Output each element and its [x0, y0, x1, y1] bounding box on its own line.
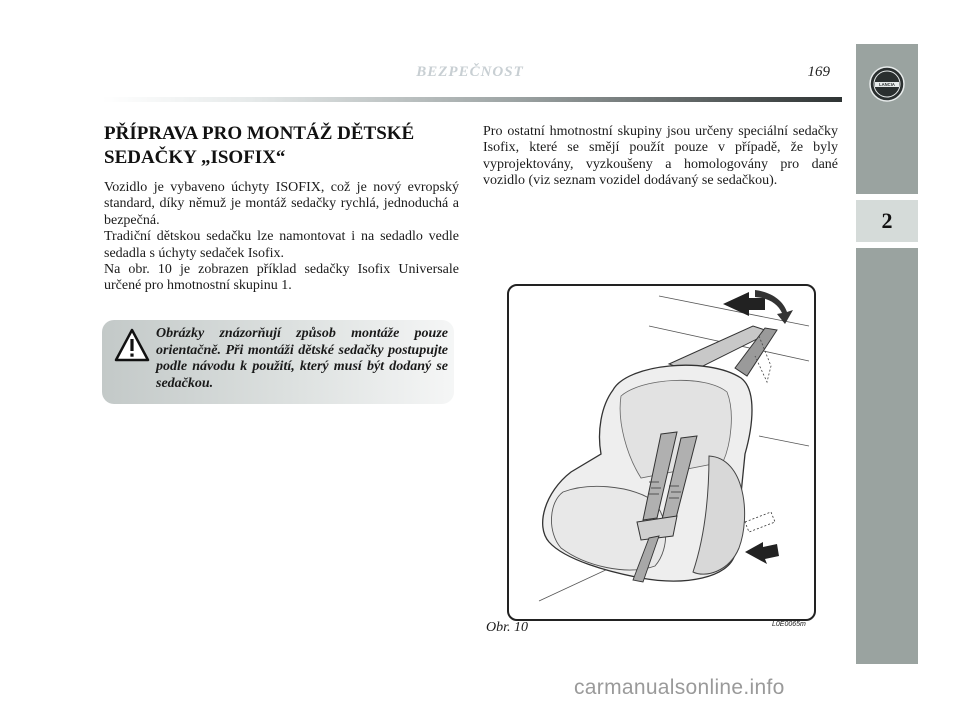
lancia-logo-icon	[869, 66, 905, 102]
child-seat-illustration	[509, 286, 814, 619]
section-title: BEZPEČNOST	[416, 64, 524, 80]
heading-line-1: PŘÍPRAVA PRO MONTÁŽ DĚTSKÉ	[104, 123, 415, 144]
page-number: 169	[807, 64, 830, 80]
arrow-isofix-icon	[745, 542, 779, 564]
paragraph-isofix-standard: Vozidlo je vybaveno úchyty ISOFIX, což je nový evropský standard, díky němuž je montáž sedačky rychlá, jednoduchá a bezpečná.	[104, 180, 459, 228]
warning-box	[102, 320, 454, 404]
figure-code: L0E0065m	[772, 621, 806, 628]
figure-caption: Obr. 10	[486, 620, 529, 635]
arrow-top-icon	[723, 290, 793, 324]
heading-line-2: SEDAČKY „ISOFIX“	[104, 147, 286, 168]
right-paragraph: Pro ostatní hmotnostní skupiny jsou určeny speciální sedačky Isofix, které se smějí použít pouze v případě, že byly vyprojektovány, vyzkoušeny a homologovány pro dané vozidlo (viz seznam vozidel dodávaný se sedačkou).	[483, 124, 838, 189]
warning-text: Obrázky znázorňují způsob montáže pouze orientačně. Při montáži dětské sedačky postupujte podle návodu k použití, který musí být dodaný se sedačkou.	[156, 326, 448, 391]
intro-text	[104, 180, 459, 295]
header-rule	[102, 97, 842, 102]
watermark[interactable]: carmanualsonline.info	[574, 676, 785, 699]
chapter-number: 2	[856, 200, 918, 242]
figure-frame	[507, 284, 816, 621]
paragraph-traditional-seat: Tradiční dětskou sedačku lze namontovat i na sedadlo vedle sedadla s úchyty sedaček Isofix.	[104, 229, 459, 261]
paragraph-figure-reference: Na obr. 10 je zobrazen příklad sedačky Isofix Universale určené pro hmotnostní skupinu 1.	[104, 262, 459, 294]
logo-text: LANCIA	[879, 82, 895, 88]
side-tab-bottom	[856, 248, 918, 664]
section-heading	[104, 122, 464, 170]
